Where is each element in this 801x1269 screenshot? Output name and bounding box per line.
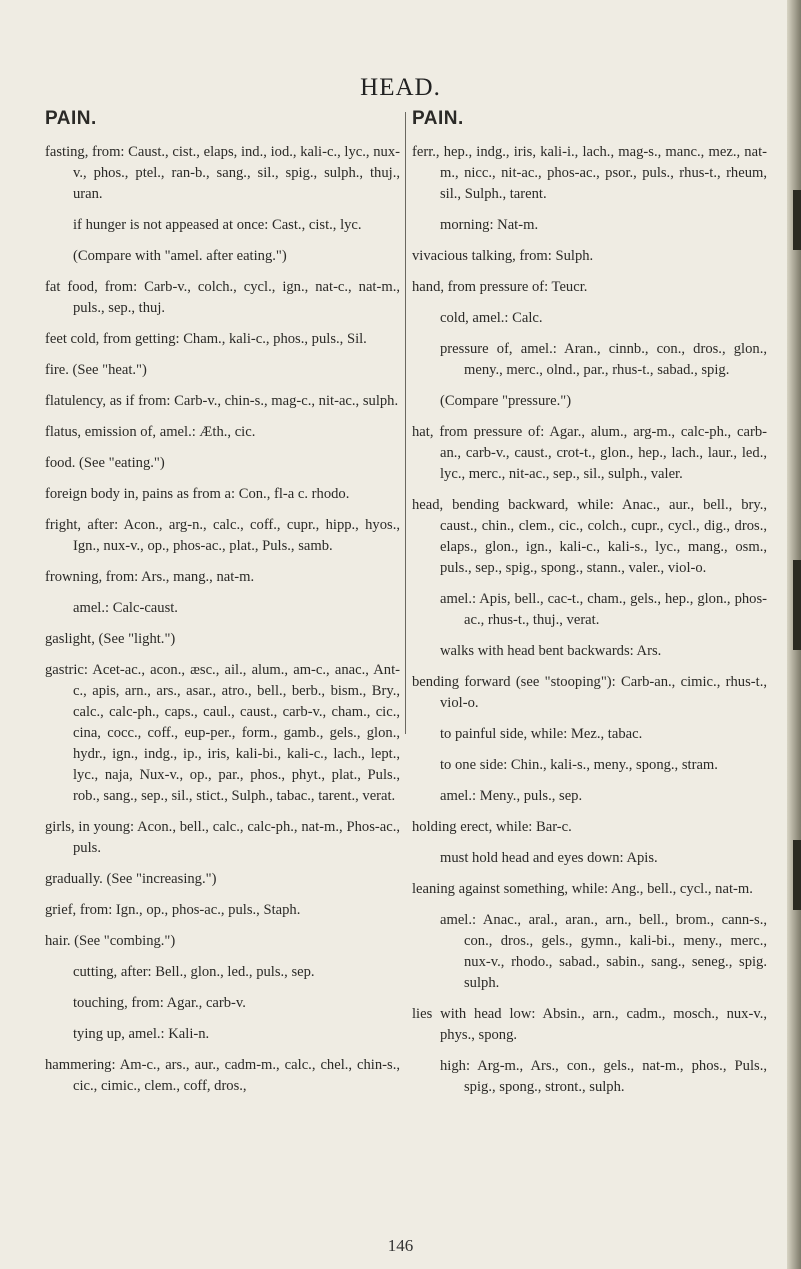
right-column-heading: PAIN. xyxy=(412,108,464,129)
index-subentry: amel.: Calc-caust. xyxy=(73,600,178,616)
index-entry: bending forward (see "stooping"): Carb-an., cimic., rhus-t., viol-o. xyxy=(412,674,767,711)
index-entry: leaning against something, while: Ang., bell., cycl., nat-m. xyxy=(412,881,753,897)
index-subentry: cold, amel.: Calc. xyxy=(440,310,543,326)
left-column-heading: PAIN. xyxy=(45,108,97,129)
index-entry: flatus, emission of, amel.: Æth., cic. xyxy=(45,424,256,440)
index-entry: vivacious talking, from: Sulph. xyxy=(412,248,594,264)
index-subentry: if hunger is not appeased at once: Cast., cist., lyc. xyxy=(73,217,362,233)
page-edge-mark xyxy=(793,840,801,910)
index-subentry: tying up, amel.: Kali-n. xyxy=(73,1026,210,1042)
index-entry: hat, from pressure of: Agar., alum., arg-m., calc-ph., carb-an., carb-v., caust., crot-t., glon., hep., lach., laur., led., lyc., merc., nit-ac., sep., sil., sulph., valer. xyxy=(412,424,767,482)
index-subentry: walks with head bent backwards: Ars. xyxy=(440,643,662,659)
index-entry: lies with head low: Absin., arn., cadm., mosch., nux-v., phys., spong. xyxy=(412,1006,767,1043)
index-entry: feet cold, from getting: Cham., kali-c., phos., puls., Sil. xyxy=(45,331,367,347)
index-subentry: morning: Nat-m. xyxy=(440,217,539,233)
index-entry: fire. (See "heat.") xyxy=(45,362,147,378)
index-subentry: amel.: Apis, bell., cac-t., cham., gels., hep., glon., phos-ac., rhus-t., thuj., verat. xyxy=(440,591,767,628)
index-entry: gaslight, (See "light.") xyxy=(45,631,176,647)
index-subentry: amel.: Anac., aral., aran., arn., bell., brom., cann-s., con., dros., gels., gymn., kali-bi., meny., merc., nux-v., rhodo., sabad., sabin., sang., seneg., spig. sulph. xyxy=(440,912,767,991)
index-entry: fat food, from: Carb-v., colch., cycl., ign., nat-c., nat-m., puls., sep., thuj. xyxy=(45,279,400,316)
page-edge-mark xyxy=(793,190,801,250)
right-column xyxy=(412,108,767,1108)
index-entry: ferr., hep., indg., iris, kali-i., lach., mag-s., manc., mez., nat-m., nicc., nit-ac., phos-ac., psor., puls., rhus-t., rheum, sil., Sulph., tarent. xyxy=(412,144,767,202)
left-column xyxy=(45,108,400,1107)
left-entry-list xyxy=(45,142,400,1097)
index-entry: frowning, from: Ars., mang., nat-m. xyxy=(45,569,255,585)
index-entry: gradually. (See "increasing.") xyxy=(45,871,217,887)
column-divider xyxy=(405,112,406,734)
index-entry: food. (See "eating.") xyxy=(45,455,165,471)
page-header: HEAD. xyxy=(360,74,441,101)
index-entry: hand, from pressure of: Teucr. xyxy=(412,279,588,295)
index-entry: hammering: Am-c., ars., aur., cadm-m., calc., chel., chin-s., cic., cimic., clem., coff, dros., xyxy=(45,1057,400,1094)
index-subentry: high: Arg-m., Ars., con., gels., nat-m., phos., Puls., spig., spong., stront., sulph. xyxy=(440,1058,767,1095)
index-entry: hair. (See "combing.") xyxy=(45,933,176,949)
right-entry-list xyxy=(412,142,767,1098)
index-entry: holding erect, while: Bar-c. xyxy=(412,819,572,835)
index-subentry: touching, from: Agar., carb-v. xyxy=(73,995,246,1011)
index-subentry: (Compare with "amel. after eating.") xyxy=(73,248,287,264)
index-entry: foreign body in, pains as from a: Con., fl-a c. rhodo. xyxy=(45,486,350,502)
index-entry: girls, in young: Acon., bell., calc., calc-ph., nat-m., Phos-ac., puls. xyxy=(45,819,400,856)
index-entry: flatulency, as if from: Carb-v., chin-s., mag-c., nit-ac., sulph. xyxy=(45,393,399,409)
index-subentry: to painful side, while: Mez., tabac. xyxy=(440,726,643,742)
page-number: 146 xyxy=(387,1236,414,1255)
index-entry: fright, after: Acon., arg-n., calc., coff., cupr., hipp., hyos., Ign., nux-v., op., phos-ac., plat., Puls., samb. xyxy=(45,517,400,554)
index-entry: head, bending backward, while: Anac., aur., bell., bry., caust., chin., clem., cic., colch., cupr., cycl., dig., dros., elaps., glon., ign., kali-c., kali-s., lyc., mang., osm., puls., sep., spig., spong., stann., valer., viol-o. xyxy=(412,497,767,576)
index-subentry: to one side: Chin., kali-s., meny., spong., stram. xyxy=(440,757,718,773)
index-entry: fasting, from: Caust., cist., elaps, ind., iod., kali-c., lyc., nux-v., phos., ptel., ran-b., sang., sil., spig., sulph., thuj., uran. xyxy=(45,144,400,202)
index-subentry: must hold head and eyes down: Apis. xyxy=(440,850,658,866)
index-subentry: pressure of, amel.: Aran., cinnb., con., dros., glon., meny., merc., olnd., par., rhus-t., sabad., spig. xyxy=(440,341,767,378)
index-subentry: (Compare "pressure.") xyxy=(440,393,572,409)
page-edge-mark xyxy=(793,560,801,650)
index-entry: gastric: Acet-ac., acon., æsc., ail., alum., am-c., anac., Ant-c., apis, arn., ars., asar., atro., bell., berb., bism., Bry., calc., calc-ph., caps., caul., caust., carb-v., cham., cic., cina, cocc., coff., eup-per., form., gamb., gels., glon., hydr., ign., indg., ip., iris, kali-bi., kali-c., lach., lept., lyc., naja, Nux-v., op., par., phos., phyt., plat., Puls., rob., sang., sep., sil., stict., Sulph., tabac., tarent., verat. xyxy=(45,662,400,804)
index-entry: grief, from: Ign., op., phos-ac., puls., Staph. xyxy=(45,902,301,918)
index-subentry: amel.: Meny., puls., sep. xyxy=(440,788,583,804)
index-subentry: cutting, after: Bell., glon., led., puls., sep. xyxy=(73,964,315,980)
